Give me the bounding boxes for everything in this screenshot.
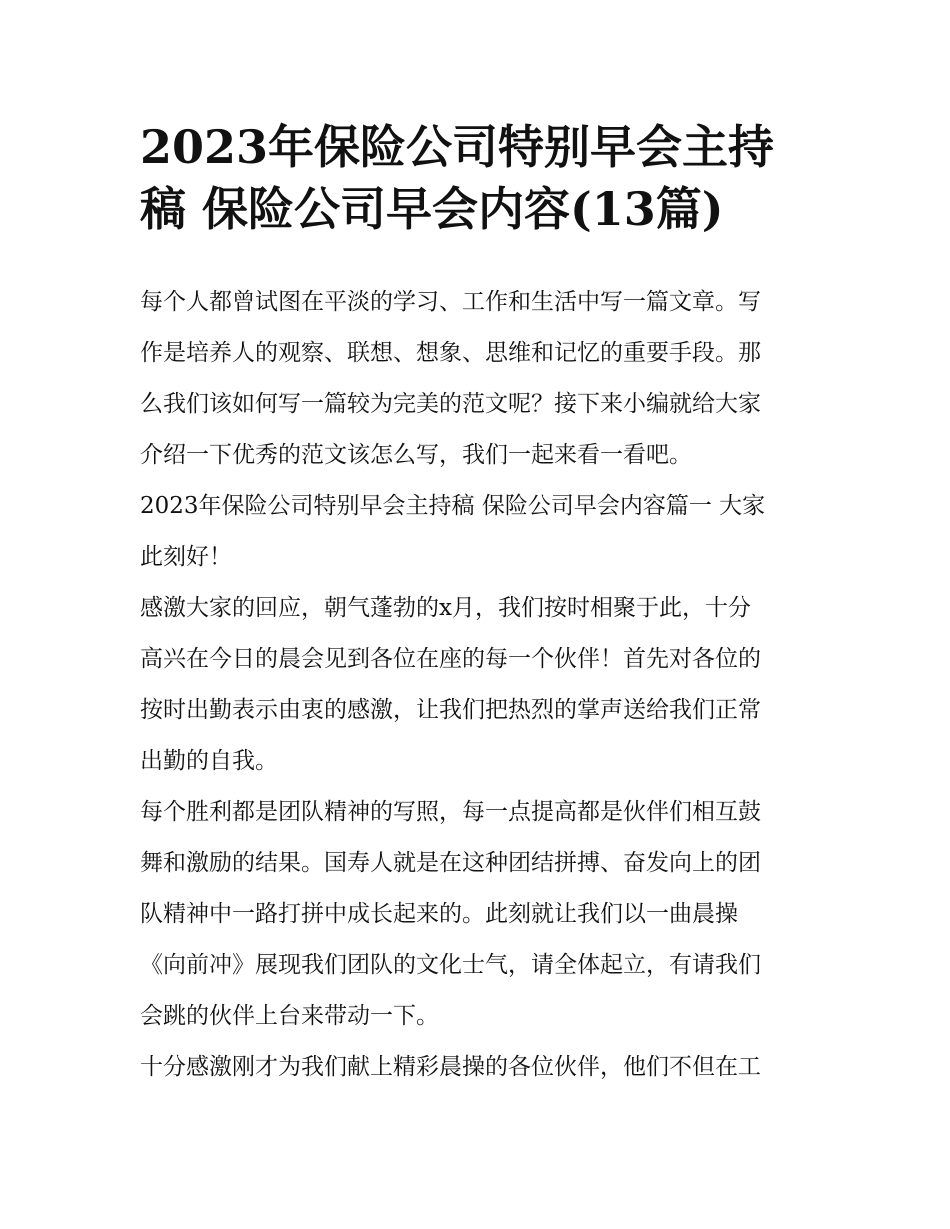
document-title bbox=[140, 116, 815, 240]
title-line-1: 2023年保险公司特别早会主持 bbox=[140, 120, 775, 174]
body-line: 会跳的伙伴上台来带动一下。 bbox=[140, 1003, 439, 1029]
title-line-2: 稿 保险公司早会内容(13篇) bbox=[140, 182, 724, 236]
body-line: 高兴在今日的晨会见到各位在座的每一个伙伴！首先对各位的 bbox=[140, 646, 761, 672]
body-line: 2023年保险公司特别早会主持稿 保险公司早会内容篇一 大家 bbox=[140, 493, 766, 519]
body-line: 舞和激励的结果。国寿人就是在这种团结拼搏、奋发向上的团 bbox=[140, 850, 761, 876]
body-line: 《向前冲》展现我们团队的文化士气，请全体起立，有请我们 bbox=[140, 952, 761, 978]
body-line: 出勤的自我。 bbox=[140, 748, 278, 774]
body-line: 队精神中一路打拼中成长起来的。此刻就让我们以一曲晨操 bbox=[140, 901, 738, 927]
body-line: 每个胜利都是团队精神的写照，每一点提高都是伙伴们相互鼓 bbox=[140, 799, 761, 825]
body-line: 按时出勤表示由衷的感激，让我们把热烈的掌声送给我们正常 bbox=[140, 697, 761, 723]
body-line: 感激大家的回应，朝气蓬勃的x月，我们按时相聚于此，十分 bbox=[140, 595, 751, 621]
body-line: 介绍一下优秀的范文该怎么写，我们一起来看一看吧。 bbox=[140, 442, 692, 468]
body-line: 此刻好！ bbox=[140, 544, 232, 570]
document-body bbox=[140, 282, 815, 1098]
body-line: 每个人都曾试图在平淡的学习、工作和生活中写一篇文章。写 bbox=[140, 289, 761, 315]
body-line: 十分感激刚才为我们献上精彩晨操的各位伙伴，他们不但在工 bbox=[140, 1054, 761, 1080]
body-line: 么我们该如何写一篇较为完美的范文呢？接下来小编就给大家 bbox=[140, 391, 761, 417]
body-line: 作是培养人的观察、联想、想象、思维和记忆的重要手段。那 bbox=[140, 340, 761, 366]
